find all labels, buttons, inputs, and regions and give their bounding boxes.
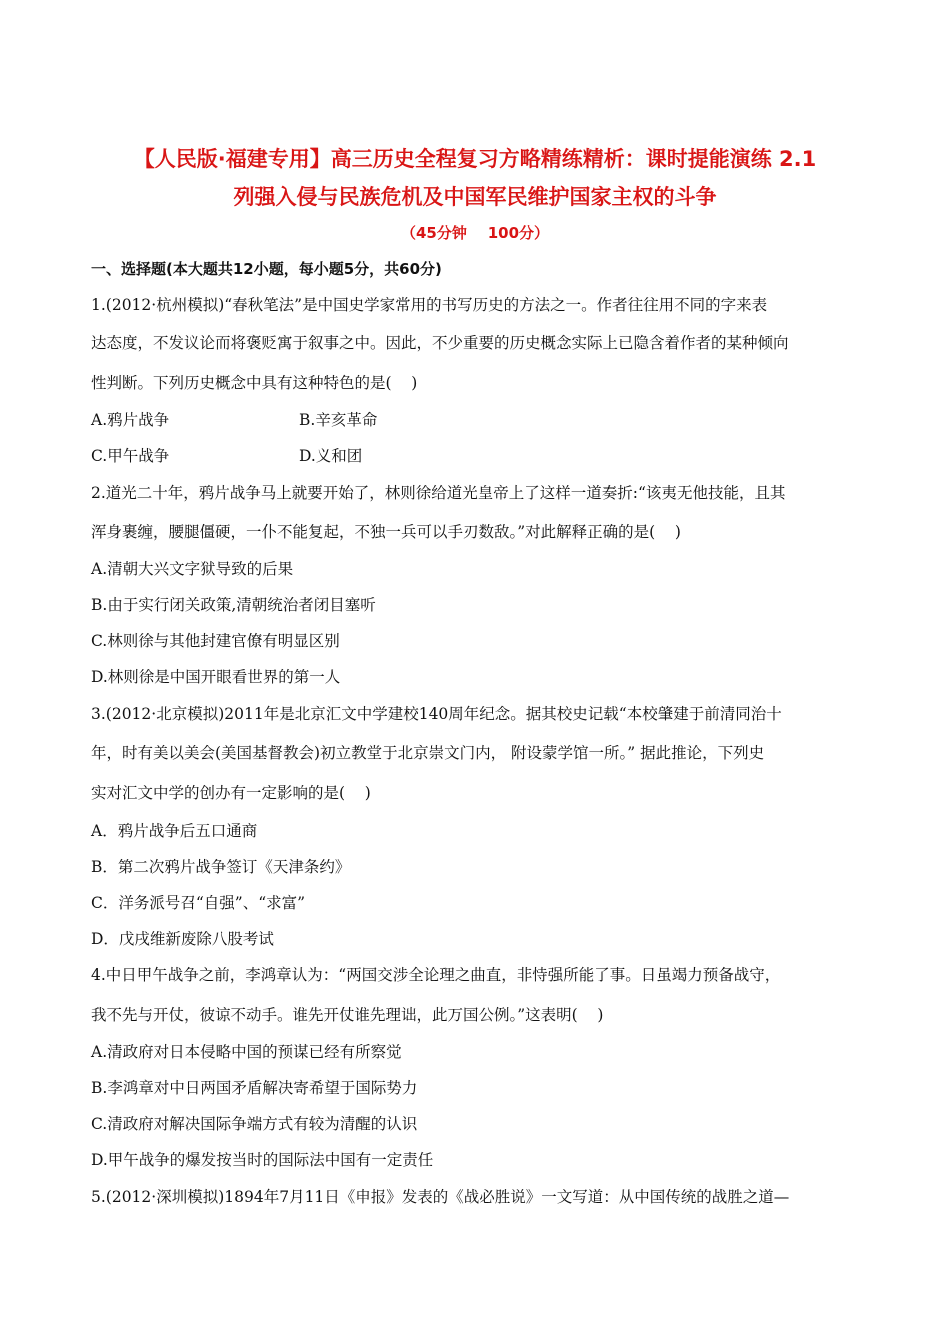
question-2-line-2: 浑身裹缠，腰腿僵硬，一仆不能复起，不独一兵可以手刃数敌。”对此解释正确的是( ) xyxy=(91,523,681,541)
question-2-option-b: B.由于实行闭关政策,清朝统治者闭目塞听 xyxy=(91,596,376,614)
question-2-option-c: C.林则徐与其他封建官僚有明显区别 xyxy=(91,632,340,650)
document-title-line-1: 【人民版·福建专用】高三历史全程复习方略精练精析：课时提能演练 2.1 xyxy=(133,147,817,171)
question-5-line-1: 5.(2012·深圳模拟)1894年7月11日《申报》发表的《战必胜说》一文写道：从中国传统的战胜之道— xyxy=(91,1188,790,1206)
question-3-option-d: D．戊戌维新废除八股考试 xyxy=(91,930,274,948)
question-2-line-1: 2.道光二十年，鸦片战争马上就要开始了，林则徐给道光皇帝上了这样一道奏折:“该夷无他技能，且其 xyxy=(91,484,786,502)
document-subtitle: （45分钟 100分） xyxy=(400,224,550,242)
question-1-line-3: 性判断。下列历史概念中具有这种特色的是( ) xyxy=(91,374,418,392)
question-3-line-1: 3.(2012·北京模拟)2011年是北京汇文中学建校140周年纪念。据其校史记载“本校肇建于前清同治十 xyxy=(91,705,782,723)
section-heading: 一、选择题(本大题共12小题，每小题5分，共60分) xyxy=(91,260,442,278)
question-3-option-c: C．洋务派号召“自强”、“求富” xyxy=(91,894,306,912)
question-4-line-1: 4.中日甲午战争之前，李鸿章认为：“两国交涉全论理之曲直，非恃强所能了事。日虽竭力预备战守， xyxy=(91,966,781,984)
question-1-line-1: 1.(2012·杭州模拟)“春秋笔法”是中国史学家常用的书写历史的方法之一。作者往往用不同的字来表 xyxy=(91,296,768,314)
question-1-option-d: D.义和团 xyxy=(299,447,363,465)
question-3-option-a: A．鸦片战争后五口通商 xyxy=(91,822,258,840)
question-4-option-a: A.清政府对日本侵略中国的预谋已经有所察觉 xyxy=(91,1043,402,1061)
question-1-option-c: C.甲午战争 xyxy=(91,447,170,465)
question-3-option-b: B．第二次鸦片战争签订《天津条约》 xyxy=(91,858,351,876)
question-2-option-a: A.清朝大兴文字狱导致的后果 xyxy=(91,560,294,578)
question-1-option-a: A.鸦片战争 xyxy=(91,411,170,429)
question-2-option-d: D.林则徐是中国开眼看世界的第一人 xyxy=(91,668,341,686)
question-1-line-2: 达态度，不发议论而将褒贬寓于叙事之中。因此，不少重要的历史概念实际上已隐含着作者的某种倾向 xyxy=(91,334,789,352)
question-4-option-d: D.甲午战争的爆发按当时的国际法中国有一定责任 xyxy=(91,1151,434,1169)
document-title-line-2: 列强入侵与民族危机及中国军民维护国家主权的斗争 xyxy=(233,185,717,209)
question-3-line-3: 实对汇文中学的创办有一定影响的是( ) xyxy=(91,784,371,802)
question-1-option-b: B.辛亥革命 xyxy=(299,411,378,429)
question-4-option-c: C.清政府对解决国际争端方式有较为清醒的认识 xyxy=(91,1115,418,1133)
question-4-line-2: 我不先与开仗，彼谅不动手。谁先开仗谁先理诎，此万国公例。”这表明( ) xyxy=(91,1006,604,1024)
question-3-line-2: 年，时有美以美会(美国基督教会)初立教堂于北京崇文门内， 附设蒙学馆一所。” 据此推论，下列史 xyxy=(91,744,765,762)
question-4-option-b: B.李鸿章对中日两国矛盾解决寄希望于国际势力 xyxy=(91,1079,418,1097)
